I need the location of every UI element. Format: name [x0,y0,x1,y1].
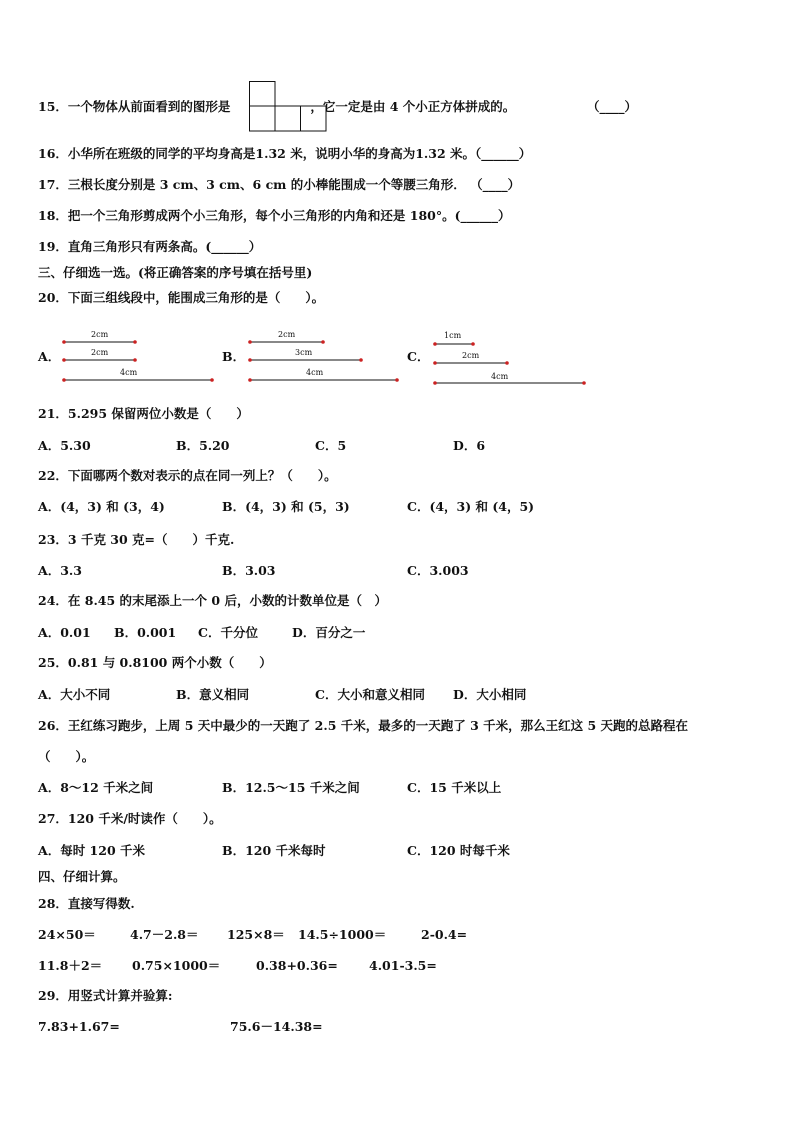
question-29-item: 7.83+1.67= [38,1019,120,1034]
section-4-heading: 四、仔细计算。 [38,869,126,884]
question-25-option-c[interactable]: C．大小和意义相同 [315,687,425,702]
segment-label: 2cm [91,348,109,357]
question-15-blank[interactable]: （____） [587,99,638,114]
segment-label: 4cm [306,368,324,377]
question-28-item: 125×8＝ [227,927,285,942]
question-16: 16．小华所在班级的同学的平均身高是1.32 米，说明小华的身高为1.32 米。（______） [38,146,532,161]
question-27-option-a[interactable]: A．每时 120 千米 [38,843,145,858]
question-28-stem: 28．直接写得数. [38,896,135,911]
segment-label: 3cm [295,348,313,357]
question-20-stem: 20．下面三组线段中，能围成三角形的是（ ）。 [38,290,325,305]
question-25-option-b[interactable]: B．意义相同 [176,687,250,702]
question-15-text-after: ，它一定是由 4 个小正方体拼成的。 [310,99,516,114]
question-25-option-d[interactable]: D．大小相同 [453,687,527,702]
question-21-option-c[interactable]: C．5 [315,438,347,453]
question-23-stem: 23．3 千克 30 克=（ ）千克. [38,532,235,547]
question-21-stem: 21．5.295 保留两位小数是（ ） [38,406,249,421]
question-21-option-a[interactable]: A．5.30 [38,438,91,453]
question-24-option-a[interactable]: A．0.01 [38,625,91,640]
question-29-stem: 29．用竖式计算并验算: [38,988,173,1003]
question-26-stem-line-1: 26．王红练习跑步，上周 5 天中最少的一天跑了 2.5 千米，最多的一天跑了 3 千米，那么王红这 5 天跑的总路程在 [38,718,689,733]
question-26-stem-line-2: （ ）。 [38,749,95,764]
question-24-option-b[interactable]: B．0.001 [114,625,177,640]
question-21-option-b[interactable]: B．5.20 [176,438,230,453]
segment-label: 2cm [462,351,480,360]
question-22-option-c[interactable]: C．(4，3) 和 (4，5) [407,499,535,514]
section-3-heading: 三、仔细选一选。(将正确答案的序号填在括号里) [38,265,313,280]
question-23-option-c[interactable]: C．3.003 [407,563,469,578]
segment-label: 4cm [491,372,509,381]
question-28-item: 4.01-3.5= [369,958,437,973]
question-20-option-b-segments [244,327,404,385]
question-25-option-a[interactable]: A．大小不同 [38,687,111,702]
segment-label: 2cm [278,330,296,339]
question-20-option-a-segments [58,327,218,385]
segment-label: 2cm [91,330,109,339]
question-24-option-d[interactable]: D．百分之一 [292,625,366,640]
question-28-item: 0.75×1000＝ [132,958,221,973]
question-21-option-d[interactable]: D．6 [453,438,486,453]
question-28-item: 0.38+0.36= [256,958,338,973]
question-22-option-b[interactable]: B．(4，3) 和 (5，3) [222,499,350,514]
cube-front-view-figure [248,80,330,134]
question-26-option-b[interactable]: B．12.5～15 千米之间 [222,780,360,795]
question-20-option-c-label[interactable]: C． [407,349,430,364]
question-26-option-c[interactable]: C．15 千米以上 [407,780,502,795]
question-17: 17．三根长度分别是 3 cm、3 cm、6 cm 的小棒能围成一个等腰三角形． （____） [38,177,521,192]
question-20-option-a-label[interactable]: A． [38,349,61,364]
question-28-item: 4.7－2.8＝ [130,927,199,942]
question-27-option-b[interactable]: B．120 千米每时 [222,843,326,858]
question-23-option-b[interactable]: B．3.03 [222,563,276,578]
question-28-item: 11.8＋2＝ [38,958,103,973]
question-29-item: 75.6－14.38= [230,1019,323,1034]
question-22-option-a[interactable]: A．(4，3) 和 (3，4) [38,499,165,514]
segment-label: 1cm [444,331,462,340]
question-20-option-b-label[interactable]: B． [222,349,246,364]
question-28-item: 24×50＝ [38,927,96,942]
question-26-option-a[interactable]: A．8～12 千米之间 [38,780,154,795]
question-24-stem: 24．在 8.45 的末尾添上一个 0 后，小数的计数单位是（ ） [38,593,387,608]
question-24-option-c[interactable]: C．千分位 [198,625,258,640]
question-27-option-c[interactable]: C．120 时每千米 [407,843,510,858]
question-27-stem: 27．120 千米/时读作（ ）。 [38,811,222,826]
question-15-text-before: 15．一个物体从前面看到的图形是 [38,99,231,114]
segment-label: 4cm [120,368,138,377]
question-28-item: 14.5÷1000＝ [298,927,387,942]
question-19: 19．直角三角形只有两条高。(______） [38,239,262,254]
question-25-stem: 25．0.81 与 0.8100 两个小数（ ） [38,655,272,670]
question-20-option-c-segments [430,328,590,388]
question-18: 18．把一个三角形剪成两个小三角形，每个小三角形的内角和还是 180°。(______） [38,208,511,223]
question-22-stem: 22．下面哪两个数对表示的点在同一列上？（ ）。 [38,468,337,483]
question-28-item: 2-0.4= [421,927,468,942]
question-23-option-a[interactable]: A．3.3 [38,563,82,578]
